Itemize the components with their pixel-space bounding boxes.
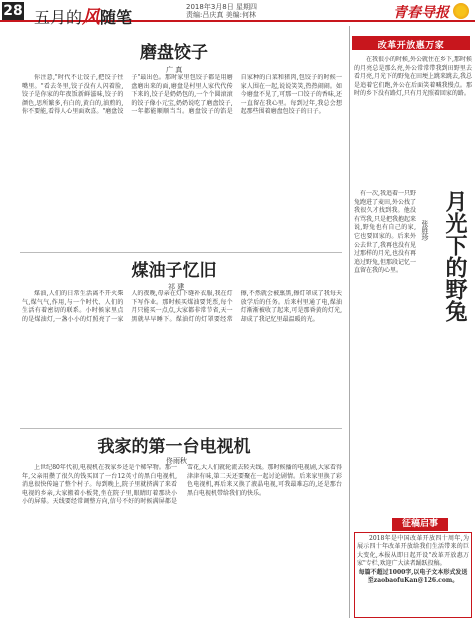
page-header [0, 0, 475, 28]
right-article-text1: 在我很小的时候,外公就住在乡下,那时候的月亮总是那么亮,外公常常带我到田野里去看月亮,月光下的野兔在田埂上跳来跳去,我总是追着它们跑,外公在后面笑着喊我慢点。那时的乡下没有路灯,只有月光照着回家的路。 [354, 56, 472, 98]
issue-date: 2018年3月8日 星期四 [186, 3, 257, 11]
right-article-author: 张胜珍 [421, 220, 429, 241]
notice-title: 征稿启事 [392, 518, 448, 531]
right-article-text2: 有一次,我追着一只野兔跑进了麦田,外公找了我很久才找到我。他没有骂我,只是把我抱起来说,野兔也有自己的家,它也要回家的。后来外公去世了,我再也没有见过那样的月光,也没有再追过野兔,但那段记忆一直留在我的心里。 [354, 190, 416, 275]
article3-text: 上世纪80年代初,电视机在我家乡还是个稀罕物。那一年,父亲用攒了很久的钱买回了一台12英寸的黑白电视机,消息很快传遍了整个村子。每到晚上,院子里就挤满了来看电视的乡亲,大家搬着小板凳,坐在院子里,眼睛盯着那块小小的屏幕。天线要经常调整方向,信号不好的时候满屏都是雪花,大人们就轮流去转天线。那时候播的电视剧,大家看得津津有味,第二天还要聚在一起讨论剧情。后来家里换了彩色电视机,再后来又换了液晶电视,可我最难忘的,还是那台黑白电视机带给我们的快乐。 [22, 464, 342, 506]
article1-body [22, 74, 342, 250]
left-articles [0, 24, 348, 620]
article2-text: 煤油,人们的日常生活离不开火柴气,煤气气,作用,与一个时代、人们的生活有着密切的联系。小时候家里点的是煤油灯,一盏小小的灯照亮了一家人的夜晚,母亲在灯下缝补衣服,我在灯下写作业。那时候买煤油要凭票,每个月只能买一点点,大家都非常节省,天一黑就早早睡下。煤油灯的灯罩要经常擦,不然就会被熏黑,擦灯罩成了我每天放学后的任务。后来村里通了电,煤油灯渐渐被收了起来,可是那昏黄的灯光,却成了我记忆里最温暖的光。 [22, 290, 342, 323]
column-name: 随笔 [100, 8, 133, 27]
right-article-body-mid [354, 190, 416, 320]
article3-body [22, 464, 342, 620]
article3-title: 我家的第一台电视机 [97, 437, 251, 457]
column-divider [349, 26, 350, 618]
notice-text: 2018年是中国改革开放四十周年,为展示四十年改革开放给我们生活带来的巨大变化,本报从即日起开设"改革开放惠万家"专栏,欢迎广大读者踊跃投稿。 [357, 535, 469, 568]
newspaper-brand: 青春导报 [393, 5, 449, 21]
article1-author: 广 真 [166, 66, 183, 74]
column-char: 风 [82, 7, 101, 28]
page-number: 28 [3, 3, 23, 19]
notice-box [354, 532, 472, 618]
column-banner: 改革开放惠万家 [377, 41, 445, 51]
divider [20, 428, 342, 429]
article1-title: 磨盘饺子 [140, 43, 208, 63]
article2-title: 煤油子忆旧 [131, 261, 217, 281]
article2-author: 祁 建 [168, 283, 185, 291]
right-article-body-top [354, 56, 472, 186]
issue-meta [186, 3, 257, 19]
issue-editors: 责编:吕庆真 美编:何林 [186, 11, 256, 19]
column-date: 五月的 [34, 8, 83, 27]
right-article-title: 月光下的野兔 [442, 190, 468, 322]
divider [20, 252, 342, 253]
article2-body [22, 290, 342, 428]
sun-logo-icon [453, 3, 469, 19]
article3-author: 佟雨秋 [166, 457, 187, 465]
notice-contact: 每篇不超过1000字,以电子文本形式发送至zaobaofuKan@126.com。 [358, 568, 468, 585]
article1-text: 你注意,"时代不让饺子,把饺子往嘴里。"看去冬里,饺子没有人闪着脸,饺子是你家的年夜饭新鲜滋味,饺子的颜色,思所繁多,有白的,黄白的,油煎的,你不要能,看得人心里面欢喜。"磨盘饺子"最出色。那时家里包饺子都是用磨盘磨出来的面,磨盘是村里人家代代传下来的,饺子是奶奶包的,一个个圆滚滚的饺子像小元宝,奶奶说吃了磨盘饺子,一年都能顺顺当当。磨盘饺子的馅是自家种的白菜和猪肉,包饺子的时候一家人围在一起,说说笑笑,热热闹闹。如今磨盘不见了,可那一口饺子的香味,还一直留在我心里。每到过年,我总会想起那些围着磨盘包饺子的日子。 [22, 74, 342, 116]
